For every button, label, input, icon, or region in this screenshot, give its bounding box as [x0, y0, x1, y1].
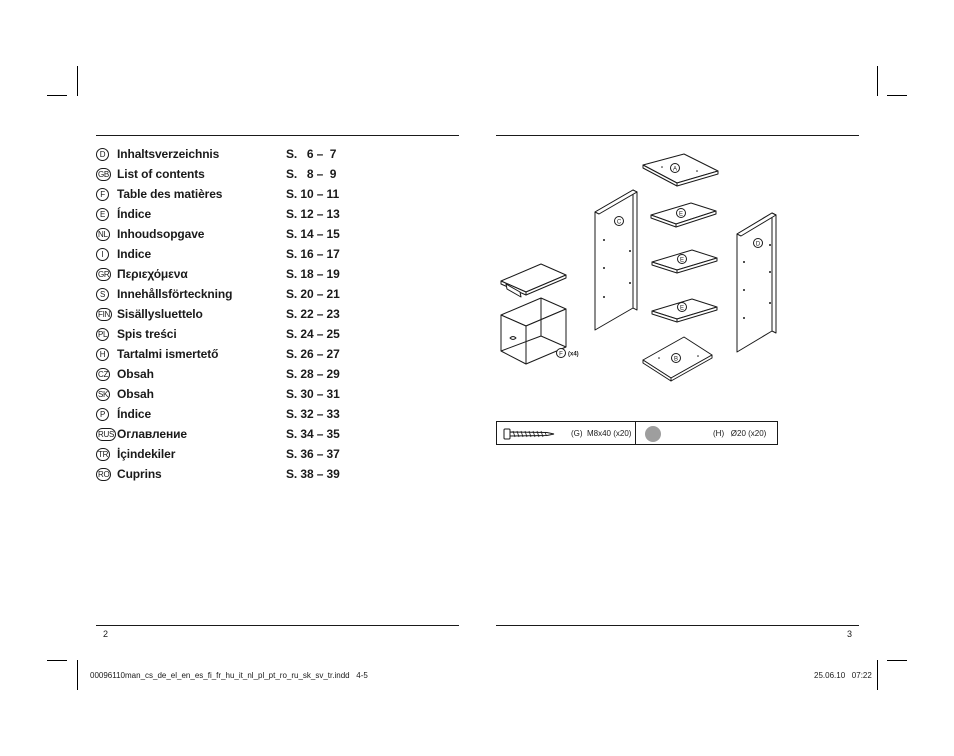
toc-row-rus[interactable] [96, 426, 356, 446]
toc-row-p[interactable] [96, 406, 356, 426]
language-badge: NL [98, 230, 108, 239]
panel-label: A [672, 166, 678, 173]
toc-title: İçindekiler [117, 447, 176, 461]
toc-pages: S. 36 – 37 [286, 447, 340, 461]
toc-pages: S. 34 – 35 [286, 427, 340, 441]
toc-pages: S. 18 – 19 [286, 267, 340, 281]
page-number-left: 2 [103, 629, 109, 639]
language-badge: TR [98, 450, 109, 459]
toc-title: List of contents [117, 167, 205, 181]
toc-row-e[interactable] [96, 206, 356, 226]
language-badge: D [96, 148, 109, 161]
toc-title: Περιεχόμενα [117, 267, 188, 281]
toc-title: Indice [117, 247, 152, 261]
panel-e-2 [652, 250, 717, 273]
drawer-quantity: (x4) [568, 351, 579, 358]
toc-row-i[interactable] [96, 246, 356, 266]
toc-title: Índice [117, 207, 152, 221]
toc-pages: S. 22 – 23 [286, 307, 340, 321]
language-badge: PL [98, 330, 108, 339]
top-rule-right [496, 135, 859, 136]
panel-label: B [673, 356, 679, 363]
crop-mark [877, 66, 878, 96]
panel-label: F [559, 351, 563, 358]
toc-title: Sisällysluettelo [117, 307, 203, 321]
toc-pages: S. 32 – 33 [286, 407, 340, 421]
toc-title: Obsah [117, 387, 154, 401]
toc-title: Índice [117, 407, 152, 421]
toc-title: Table des matières [117, 187, 223, 201]
toc-pages: S. 6 – 7 [286, 147, 337, 161]
crop-mark [887, 95, 907, 96]
toc-row-s[interactable] [96, 286, 356, 306]
toc-pages: S. 28 – 29 [286, 367, 340, 381]
toc-row-sk[interactable] [96, 386, 356, 406]
toc-row-fin[interactable] [96, 306, 356, 326]
language-badge: E [96, 208, 109, 221]
panel-e-3 [652, 299, 717, 322]
print-slug-datetime: 25.06.10 07:22 [814, 671, 872, 680]
toc-pages: S. 20 – 21 [286, 287, 340, 301]
toc-pages: S. 24 – 25 [286, 327, 340, 341]
toc-row-pl[interactable] [96, 326, 356, 346]
toc-title: Spis treści [117, 327, 177, 341]
crop-mark [47, 660, 67, 661]
toc-title: Obsah [117, 367, 154, 381]
toc-pages: S. 30 – 31 [286, 387, 340, 401]
toc-row-h[interactable] [96, 346, 356, 366]
toc-pages: S. 8 – 9 [286, 167, 337, 181]
panel-label: E [679, 257, 685, 264]
language-badge: GB [98, 170, 109, 179]
toc-row-d[interactable] [96, 146, 356, 166]
parts-diagram [490, 140, 790, 400]
toc-row-ro[interactable] [96, 466, 356, 486]
toc-row-gr[interactable] [96, 266, 356, 286]
language-badge: SK [98, 390, 109, 399]
side-panel-d [737, 213, 776, 352]
crop-mark [77, 66, 78, 96]
toc-title: Innehållsförteckning [117, 287, 233, 301]
toc-title: Tartalmi ismertető [117, 347, 219, 361]
top-rule-left [96, 135, 459, 136]
panel-a [643, 154, 718, 186]
language-badge: F [96, 188, 109, 201]
toc-pages: S. 26 – 27 [286, 347, 340, 361]
screw-icon [503, 428, 555, 440]
screw-label: (G) M8x40 (x20) [571, 429, 632, 438]
page-number-right: 3 [847, 629, 853, 639]
toc-row-nl[interactable] [96, 226, 356, 246]
bottom-rule-left [96, 625, 459, 626]
panel-label: C [616, 219, 622, 226]
toc-pages: S. 12 – 13 [286, 207, 340, 221]
language-badge: P [96, 408, 109, 421]
bottom-rule-right [496, 625, 859, 626]
language-badge: H [96, 348, 109, 361]
language-badge: S [96, 288, 109, 301]
toc-row-cz[interactable] [96, 366, 356, 386]
toc-title: Inhoudsopgave [117, 227, 205, 241]
crop-mark [887, 660, 907, 661]
language-badge: GR [98, 270, 110, 279]
print-slug-filename: 00096110man_cs_de_el_en_es_fi_fr_hu_it_nl_pl_pt_ro_ru_sk_sv_tr.indd 4-5 [90, 671, 368, 680]
language-badge: FIN [98, 310, 110, 319]
toc-row-gb[interactable] [96, 166, 356, 186]
crop-mark [47, 95, 67, 96]
toc-title: Cuprins [117, 467, 162, 481]
parts-divider [635, 422, 636, 444]
language-badge: I [96, 248, 109, 261]
crop-mark [77, 660, 78, 690]
hardware-parts-box [496, 421, 778, 445]
drawer-f [501, 264, 579, 364]
cap-icon [645, 426, 661, 442]
panel-label: E [678, 211, 684, 218]
toc-pages: S. 16 – 17 [286, 247, 340, 261]
toc-row-tr[interactable] [96, 446, 356, 466]
crop-mark [877, 660, 878, 690]
toc-title: Оглавление [117, 427, 187, 441]
panel-b [643, 337, 712, 381]
toc-pages: S. 10 – 11 [286, 187, 340, 201]
side-panel-c [595, 190, 637, 330]
panel-e-1 [651, 203, 716, 227]
toc-row-f[interactable] [96, 186, 356, 206]
cap-label: (H) Ø20 (x20) [713, 429, 767, 438]
toc-title: Inhaltsverzeichnis [117, 147, 220, 161]
panel-label: D [755, 241, 761, 248]
language-badge: RO [98, 470, 110, 479]
language-badge: RUS [98, 430, 114, 439]
language-badge: CZ [98, 370, 109, 379]
toc-pages: S. 14 – 15 [286, 227, 340, 241]
panel-label: E [679, 305, 685, 312]
toc-pages: S. 38 – 39 [286, 467, 340, 481]
